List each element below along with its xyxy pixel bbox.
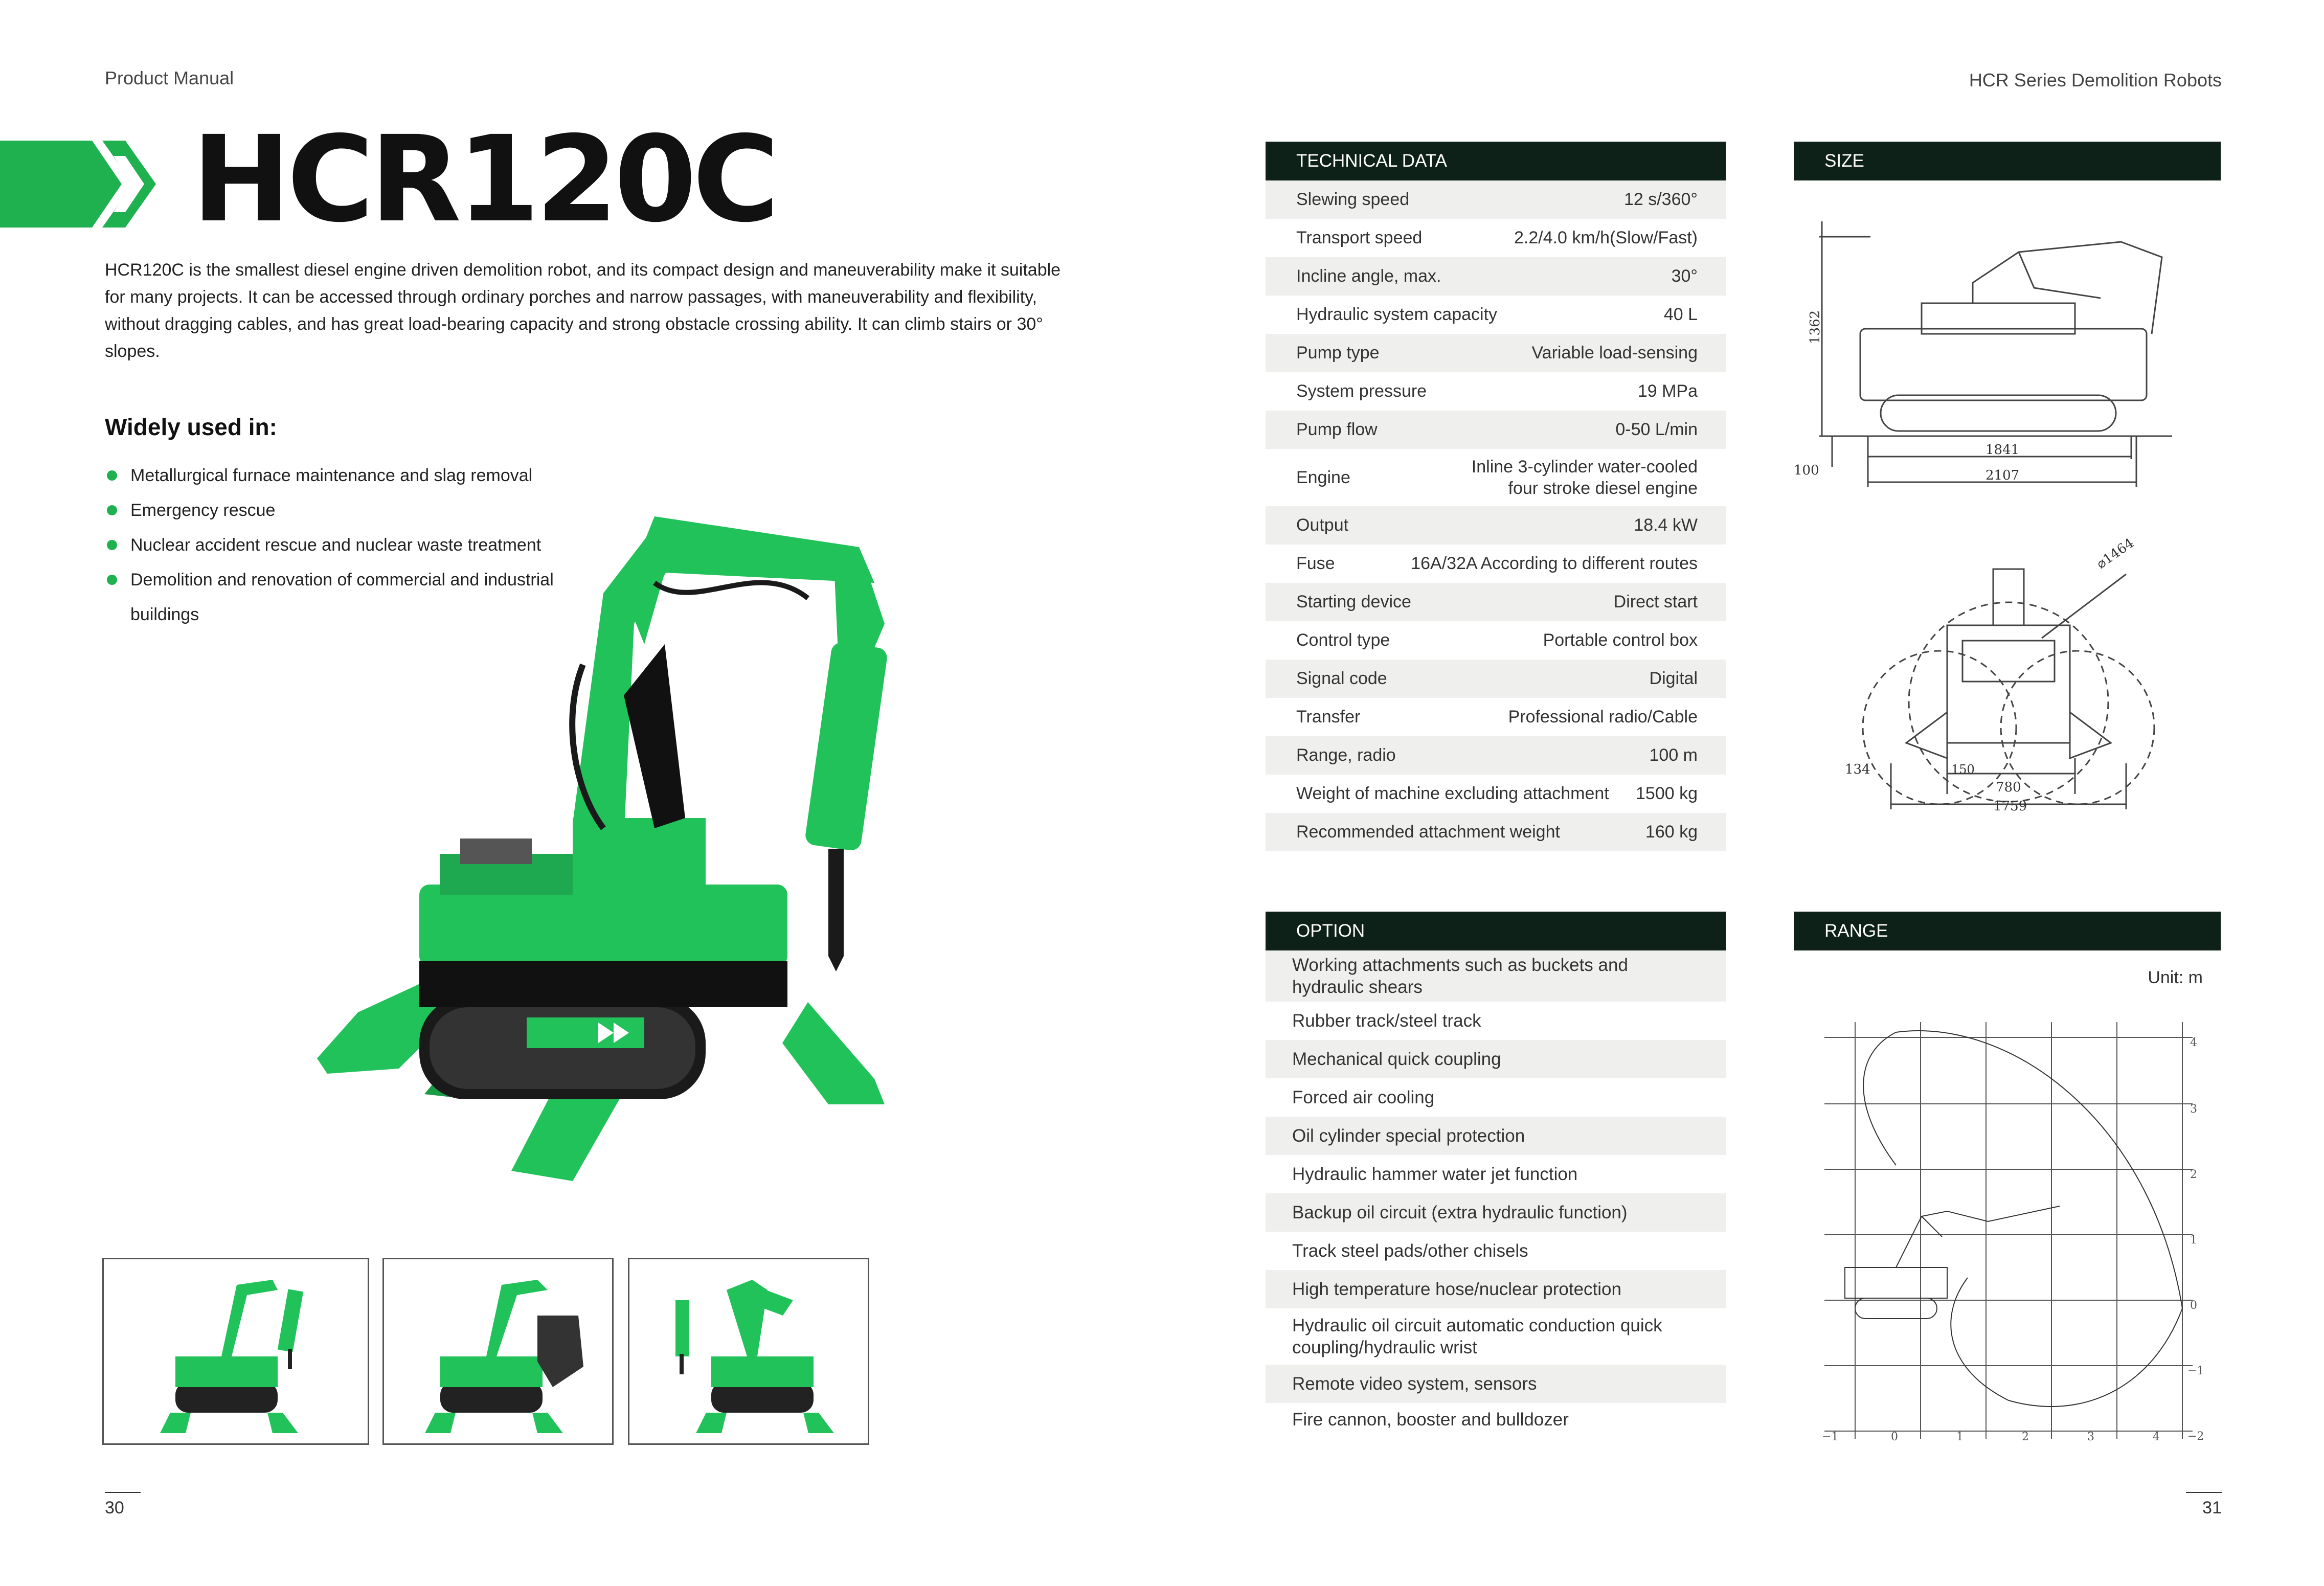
model-title: HCR120C	[192, 110, 776, 248]
table-row	[1266, 372, 1726, 411]
dim-total-width: 1759	[1993, 799, 2027, 814]
table-row	[1266, 813, 1726, 851]
dim-offset: 100	[1794, 463, 1819, 478]
dim-side: 134	[1845, 762, 1870, 777]
table-row	[1266, 506, 1726, 545]
technical-data-title: TECHNICAL DATA	[1266, 142, 1726, 180]
row-label: Pump type	[1296, 343, 1380, 362]
row-label: Transfer	[1296, 707, 1361, 727]
row-value: Digital	[1649, 669, 1698, 688]
x-tick: 4	[2153, 1431, 2160, 1441]
row-value: Professional radio/Cable	[1508, 707, 1698, 727]
row-value: Variable load-sensing	[1531, 343, 1698, 362]
dim-track: 1841	[1985, 442, 2020, 458]
list-item: Remote video system, sensors	[1266, 1365, 1726, 1403]
row-label: Output	[1296, 515, 1349, 535]
page-rule-right	[2186, 1492, 2222, 1493]
y-tick: 1	[2190, 1234, 2197, 1247]
technical-data-table	[1266, 142, 1726, 851]
row-value: 30°	[1671, 266, 1698, 286]
table-row	[1266, 660, 1726, 698]
list-item: Forced air cooling	[1292, 1087, 1435, 1107]
table-row	[1266, 698, 1726, 736]
x-tick: 3	[2087, 1431, 2094, 1441]
row-label: Engine	[1296, 467, 1350, 487]
y-tick: −2	[2187, 1430, 2204, 1441]
row-value: 40 L	[1663, 305, 1698, 324]
row-value: Direct start	[1613, 592, 1698, 611]
size-drawing	[1794, 180, 2221, 845]
use-item: Metallurgical furnace maintenance and slag removal	[105, 458, 606, 493]
table-row	[1266, 180, 1726, 219]
table-row	[1266, 219, 1726, 257]
row-label: Signal code	[1296, 669, 1387, 688]
thumbnail-hammer	[102, 1258, 369, 1445]
row-value: 1500 kg	[1636, 784, 1698, 803]
row-value: 18.4 kW	[1634, 515, 1698, 535]
row-label: Incline angle, max.	[1296, 266, 1441, 286]
use-item: Nuclear accident rescue and nuclear waste treatment	[105, 528, 606, 562]
table-row	[1266, 296, 1726, 334]
size-title: SIZE	[1794, 142, 2221, 180]
page-number-left: 30	[105, 1498, 124, 1517]
row-value: Inline 3-cylinder water-cooled four stroke diesel engine	[1471, 457, 1698, 498]
row-label: Weight of machine excluding attachment	[1296, 784, 1609, 803]
row-value: 12 s/360°	[1623, 190, 1698, 209]
dim-height: 1362	[1808, 310, 1823, 344]
row-label: Starting device	[1296, 592, 1411, 611]
table-row	[1266, 449, 1726, 506]
header-right: HCR Series Demolition Robots	[1969, 70, 2222, 90]
use-item: Emergency rescue	[105, 493, 606, 528]
size-section	[1794, 142, 2221, 845]
row-value: 160 kg	[1645, 822, 1698, 842]
dim-width: 780	[1996, 780, 2021, 795]
list-item: High temperature hose/nuclear protection	[1266, 1270, 1726, 1308]
chevron-arrow-icon	[0, 138, 176, 230]
list-item: Working attachments such as buckets and hydraulic shears	[1266, 950, 1726, 1002]
row-label: Slewing speed	[1296, 190, 1410, 209]
table-row	[1266, 334, 1726, 372]
y-tick: 3	[2190, 1103, 2197, 1116]
range-grid	[1824, 1022, 2193, 1439]
list-item: Fire cannon, booster and bulldozer	[1292, 1410, 1569, 1430]
robot-illustration	[297, 429, 961, 1196]
list-item: Hydraulic oil circuit automatic conduction quick coupling/hydraulic wrist	[1292, 1316, 1662, 1357]
use-item: Demolition and renovation of commercial and industrial buildings	[105, 562, 606, 632]
header-left: Product Manual	[105, 67, 234, 88]
row-label: Pump flow	[1296, 420, 1378, 439]
row-label: Recommended attachment weight	[1296, 822, 1560, 842]
row-value: 2.2/4.0 km/h(Slow/Fast)	[1514, 228, 1698, 247]
list-item: Rubber track/steel track	[1292, 1011, 1481, 1031]
list-item: Hydraulic hammer water jet function	[1292, 1164, 1578, 1184]
row-label: Fuse	[1296, 554, 1335, 573]
y-tick: 2	[2190, 1168, 2197, 1181]
range-section	[1794, 912, 2221, 1443]
row-label: System pressure	[1296, 381, 1427, 401]
row-value: 16A/32A According to different routes	[1411, 554, 1698, 573]
x-tick: 1	[1956, 1431, 1964, 1441]
list-item: Mechanical quick coupling	[1266, 1040, 1726, 1078]
dim-length: 2107	[1985, 468, 2020, 483]
table-row	[1266, 257, 1726, 296]
x-tick: −1	[1822, 1431, 1839, 1441]
table-row	[1266, 411, 1726, 449]
page-number-right: 31	[2202, 1498, 2222, 1517]
row-label: Hydraulic system capacity	[1296, 305, 1498, 324]
range-chart	[1794, 950, 2221, 1441]
list-item: Backup oil circuit (extra hydraulic function)	[1266, 1193, 1726, 1232]
table-row	[1266, 583, 1726, 621]
thumbnail-bucket	[382, 1258, 614, 1445]
row-label: Control type	[1296, 630, 1390, 650]
option-title: OPTION	[1266, 912, 1726, 950]
x-tick: 0	[1891, 1431, 1898, 1441]
uses-title: Widely used in:	[105, 414, 277, 440]
row-value: 0-50 L/min	[1615, 420, 1698, 439]
y-tick: −1	[2187, 1365, 2204, 1377]
y-tick: 0	[2190, 1299, 2197, 1312]
row-label: Range, radio	[1296, 745, 1396, 765]
row-label: Transport speed	[1296, 228, 1423, 247]
intro-paragraph: HCR120C is the smallest diesel engine driven demolition robot, and its compact design and maneuverability make it suitable for many projects. It can be accessed through ordinary porches and narrow passages, with maneuverability and flexibility, without dragging cables, and has great load-bearing capacity and strong obstacle crossing ability. It can climb stairs or 30° slopes.	[105, 260, 1061, 361]
table-row	[1266, 736, 1726, 775]
range-unit: Unit: m	[2148, 968, 2203, 987]
table-row	[1266, 775, 1726, 813]
table-row	[1266, 621, 1726, 660]
table-row	[1266, 545, 1726, 583]
x-tick: 2	[2022, 1431, 2029, 1441]
y-tick: 4	[2190, 1036, 2197, 1049]
range-title: RANGE	[1794, 912, 2221, 950]
row-value: 19 MPa	[1637, 381, 1698, 401]
dim-diameter: ⌀1464	[2093, 535, 2137, 572]
row-value: 100 m	[1649, 745, 1698, 765]
list-item: Oil cylinder special protection	[1266, 1117, 1726, 1155]
option-table	[1266, 912, 1726, 1436]
dim-inner: 150	[1951, 762, 1975, 777]
thumbnail-front	[628, 1258, 869, 1445]
page-rule-left	[105, 1492, 141, 1493]
row-value: Portable control box	[1543, 630, 1698, 650]
list-item: Track steel pads/other chisels	[1292, 1241, 1528, 1261]
